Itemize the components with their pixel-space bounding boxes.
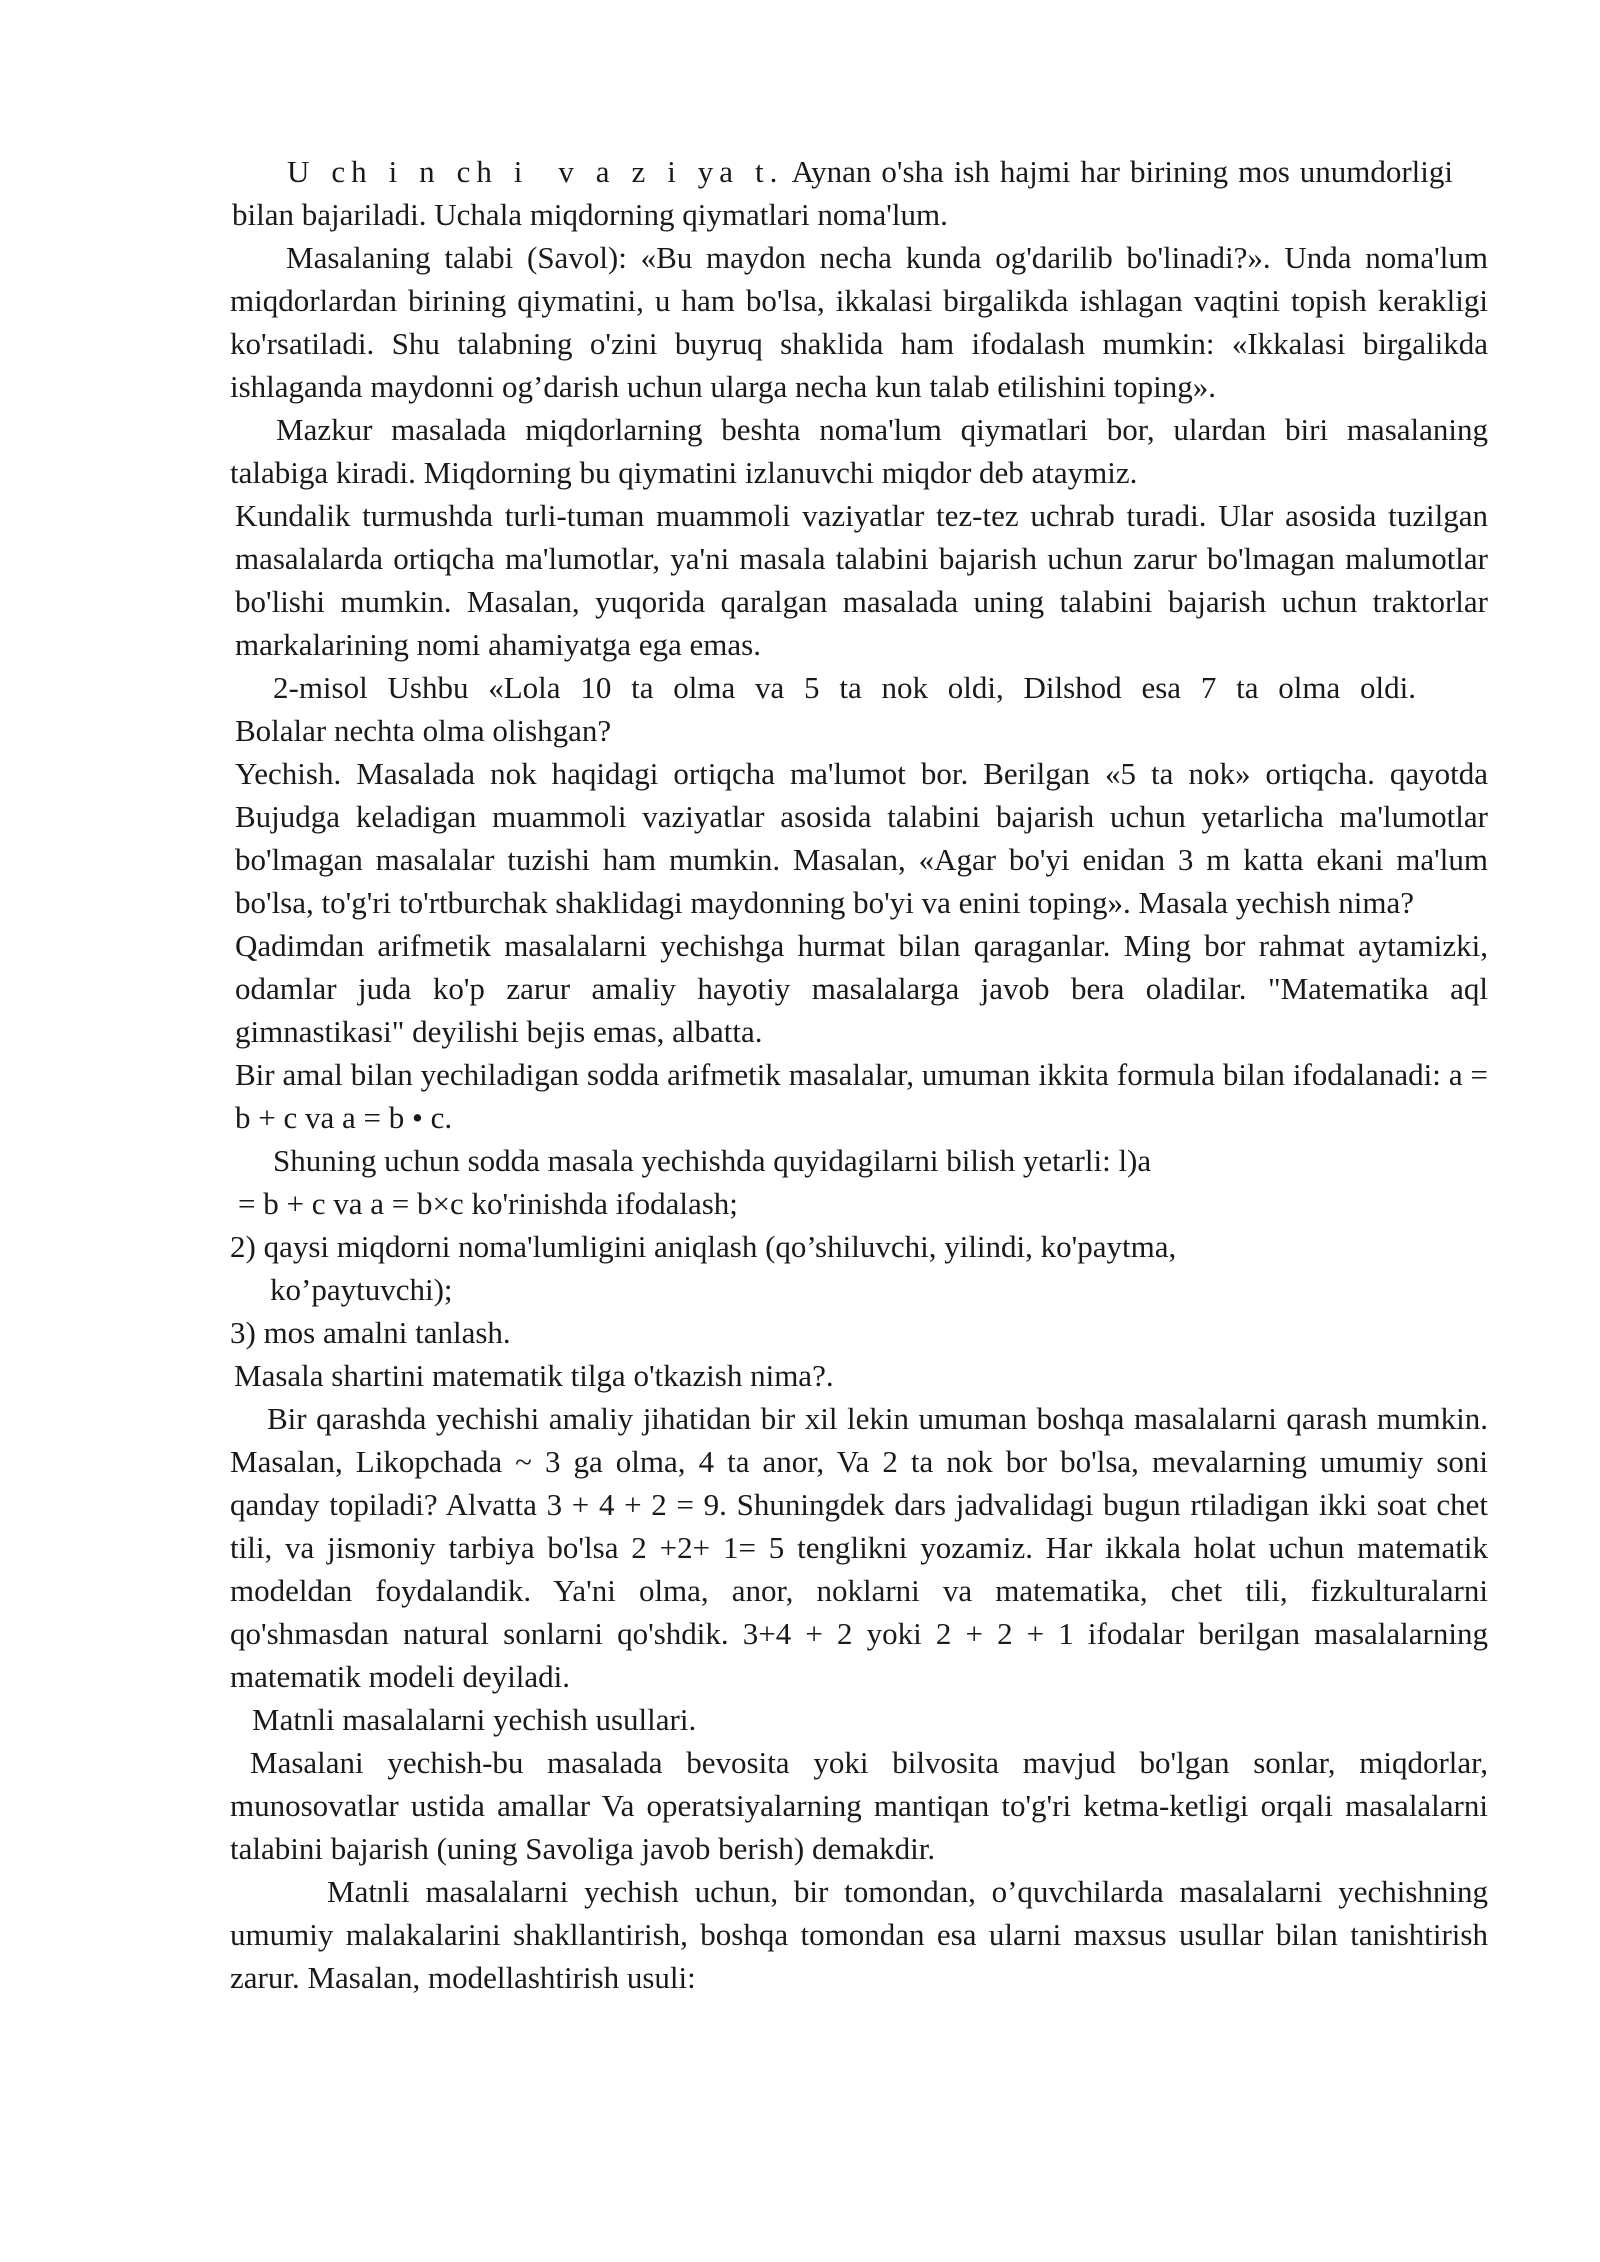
- paragraph-formulas: Bir amal bilan yechiladigan sodda arifmetik masalalar, umuman ikkita formula bilan ifodalanadi: a = b + c va a = b • c.: [235, 1057, 1488, 1135]
- paragraph-situation-3-line2: bilan bajariladi. Uchala miqdorning qiymatlari noma'lum.: [232, 197, 948, 232]
- paragraph-daily-life: Kundalik turmushda turli-tuman muammoli vaziyatlar tez-tez uchrab turadi. Ular asosida tuzilgan masalalarda ortiqcha ma'lumotlar, ya'ni masala talabini bajarish uchun zarur bo'lmagan malumotlar bo'lishi mumkin. Masalan, yuqorida qaralgan masalada uning talabini bajarish uchun traktorlar markalarining nomi ahamiyatga ega emas.: [235, 498, 1488, 662]
- paragraph-steps-line1: Shuning uchun sodda masala yechishda quyidagilarni bilish yetarli: l)a: [273, 1143, 1152, 1178]
- paragraph-math-model: Bir qarashda yechishi amaliy jihatidan bir xil lekin umuman boshqa masalalarni qarash mumkin. Masalan, Likopchada ~ 3 ga olma, 4 ta anor, Va 2 ta nok bor bo'lsa, mevalarning umumiy soni qanday topiladi? Alvatta 3 + 4 + 2 = 9. Shuningdek dars jadvalidagi bugun rtiladigan ikki soat chet tili, va jismoniy tarbiya bo'lsa 2 +2+ 1= 5 tenglikni yozamiz. Har ikkala holat uchun matematik modeldan foydalandik. Ya'ni olma, anor, noklarni va matematika, chet tili, fizkulturalarni qo'shmasdan natural sonlarni qo'shdik. 3+4 + 2 yoki 2 + 2 + 1 ifodalar berilgan masalalarning matematik modeli deyiladi.: [230, 1401, 1488, 1694]
- section-heading: Matnli masalalarni yechish usullari.: [252, 1702, 697, 1737]
- paragraph-text: Aynan o'sha ish hajmi har birining mos unumdorligi: [783, 154, 1453, 189]
- paragraph-situation-3-line1: [230, 150, 1488, 193]
- spaced-term-situation: v a z i ya t.: [558, 154, 784, 189]
- paragraph-requirement: Masalaning talabi (Savol): «Bu maydon necha kunda og'darilib bo'linadi?». Unda noma'lum miqdorlardan birining qiymatini, u ham bo'lsa, ikkalasi birgalikda ishlagan vaqtini topish kerakligi ko'rsatiladi. Shu talabning o'zini buyruq shaklida ham ifodalash mumkin: «Ikkalasi birgalikda ishlaganda maydonni og’darish uchun ularga necha kun talab etilishini toping».: [230, 240, 1488, 404]
- paragraph-example-2-line2: Bolalar nechta olma olishgan?: [235, 713, 612, 748]
- paragraph-unknown-values: Mazkur masalada miqdorlarning beshta noma'lum qiymatlari bor, ulardan biri masalaning talabiga kiradi. Miqdorning bu qiymatini izlanuvchi miqdor deb ataymiz.: [230, 412, 1488, 490]
- paragraph-question: Masala shartini matematik tilga o'tkazish nima?.: [234, 1358, 834, 1393]
- paragraph-solution: Yechish. Masalada nok haqidagi ortiqcha ma'lumot bor. Berilgan «5 ta nok» ortiqcha. qayotda Bujudga keladigan muammoli vaziyatlar asosida talabini bajarish uchun yetarlicha ma'lumotlar bo'lmagan masalalar tuzishi ham mumkin. Masalan, «Agar bo'yi enidan 3 m katta ekani ma'lum bo'lsa, to'g'ri to'rtburchak shaklidagi maydonning bo'yi va enini toping». Masala yechish nima?: [235, 756, 1488, 920]
- paragraph-methods: Matnli masalalarni yechish uchun, bir tomondan, o’quvchilarda masalalarni yechishning umumiy malakalarini shakllantirish, boshqa tomondan esa ularni maxsus usullar bilan tanishtirish zarur. Masalan, modellashtirish usuli:: [230, 1874, 1488, 1995]
- paragraph-steps-line2: = b + c va a = b×c ko'rinishda ifodalash;: [238, 1186, 738, 1221]
- paragraph-history: Qadimdan arifmetik masalalarni yechishga hurmat bilan qaraganlar. Ming bor rahmat aytamizki, odamlar juda ko'p zarur amaliy hayotiy masalalarga javob bera oladilar. "Matematika aql gimnastikasi" deyilishi bejis emas, albatta.: [235, 928, 1488, 1049]
- list-item-2: 2) qaysi miqdorni noma'lumligini aniqlash (qo’shiluvchi, yilindi, ko'paytma, ko’paytuvchi);: [230, 1229, 1177, 1307]
- document-body: [230, 150, 1488, 1999]
- spaced-term-third: U ch i n ch i: [287, 154, 529, 189]
- paragraph-example-2-line1: 2-misol Ushbu «Lola 10 ta olma va 5 ta nok oldi, Dilshod esa 7 ta olma oldi.: [273, 670, 1416, 705]
- paragraph-solving-definition: Masalani yechish-bu masalada bevosita yoki bilvosita mavjud bo'lgan sonlar, miqdorlar, munosovatlar ustida amallar Va operatsiyalarning mantiqan to'g'ri ketma-ketligi orqali masalalarni talabini bajarish (uning Savoliga javob berish) demakdir.: [230, 1745, 1488, 1866]
- list-item-3: 3) mos amalni tanlash.: [230, 1315, 511, 1350]
